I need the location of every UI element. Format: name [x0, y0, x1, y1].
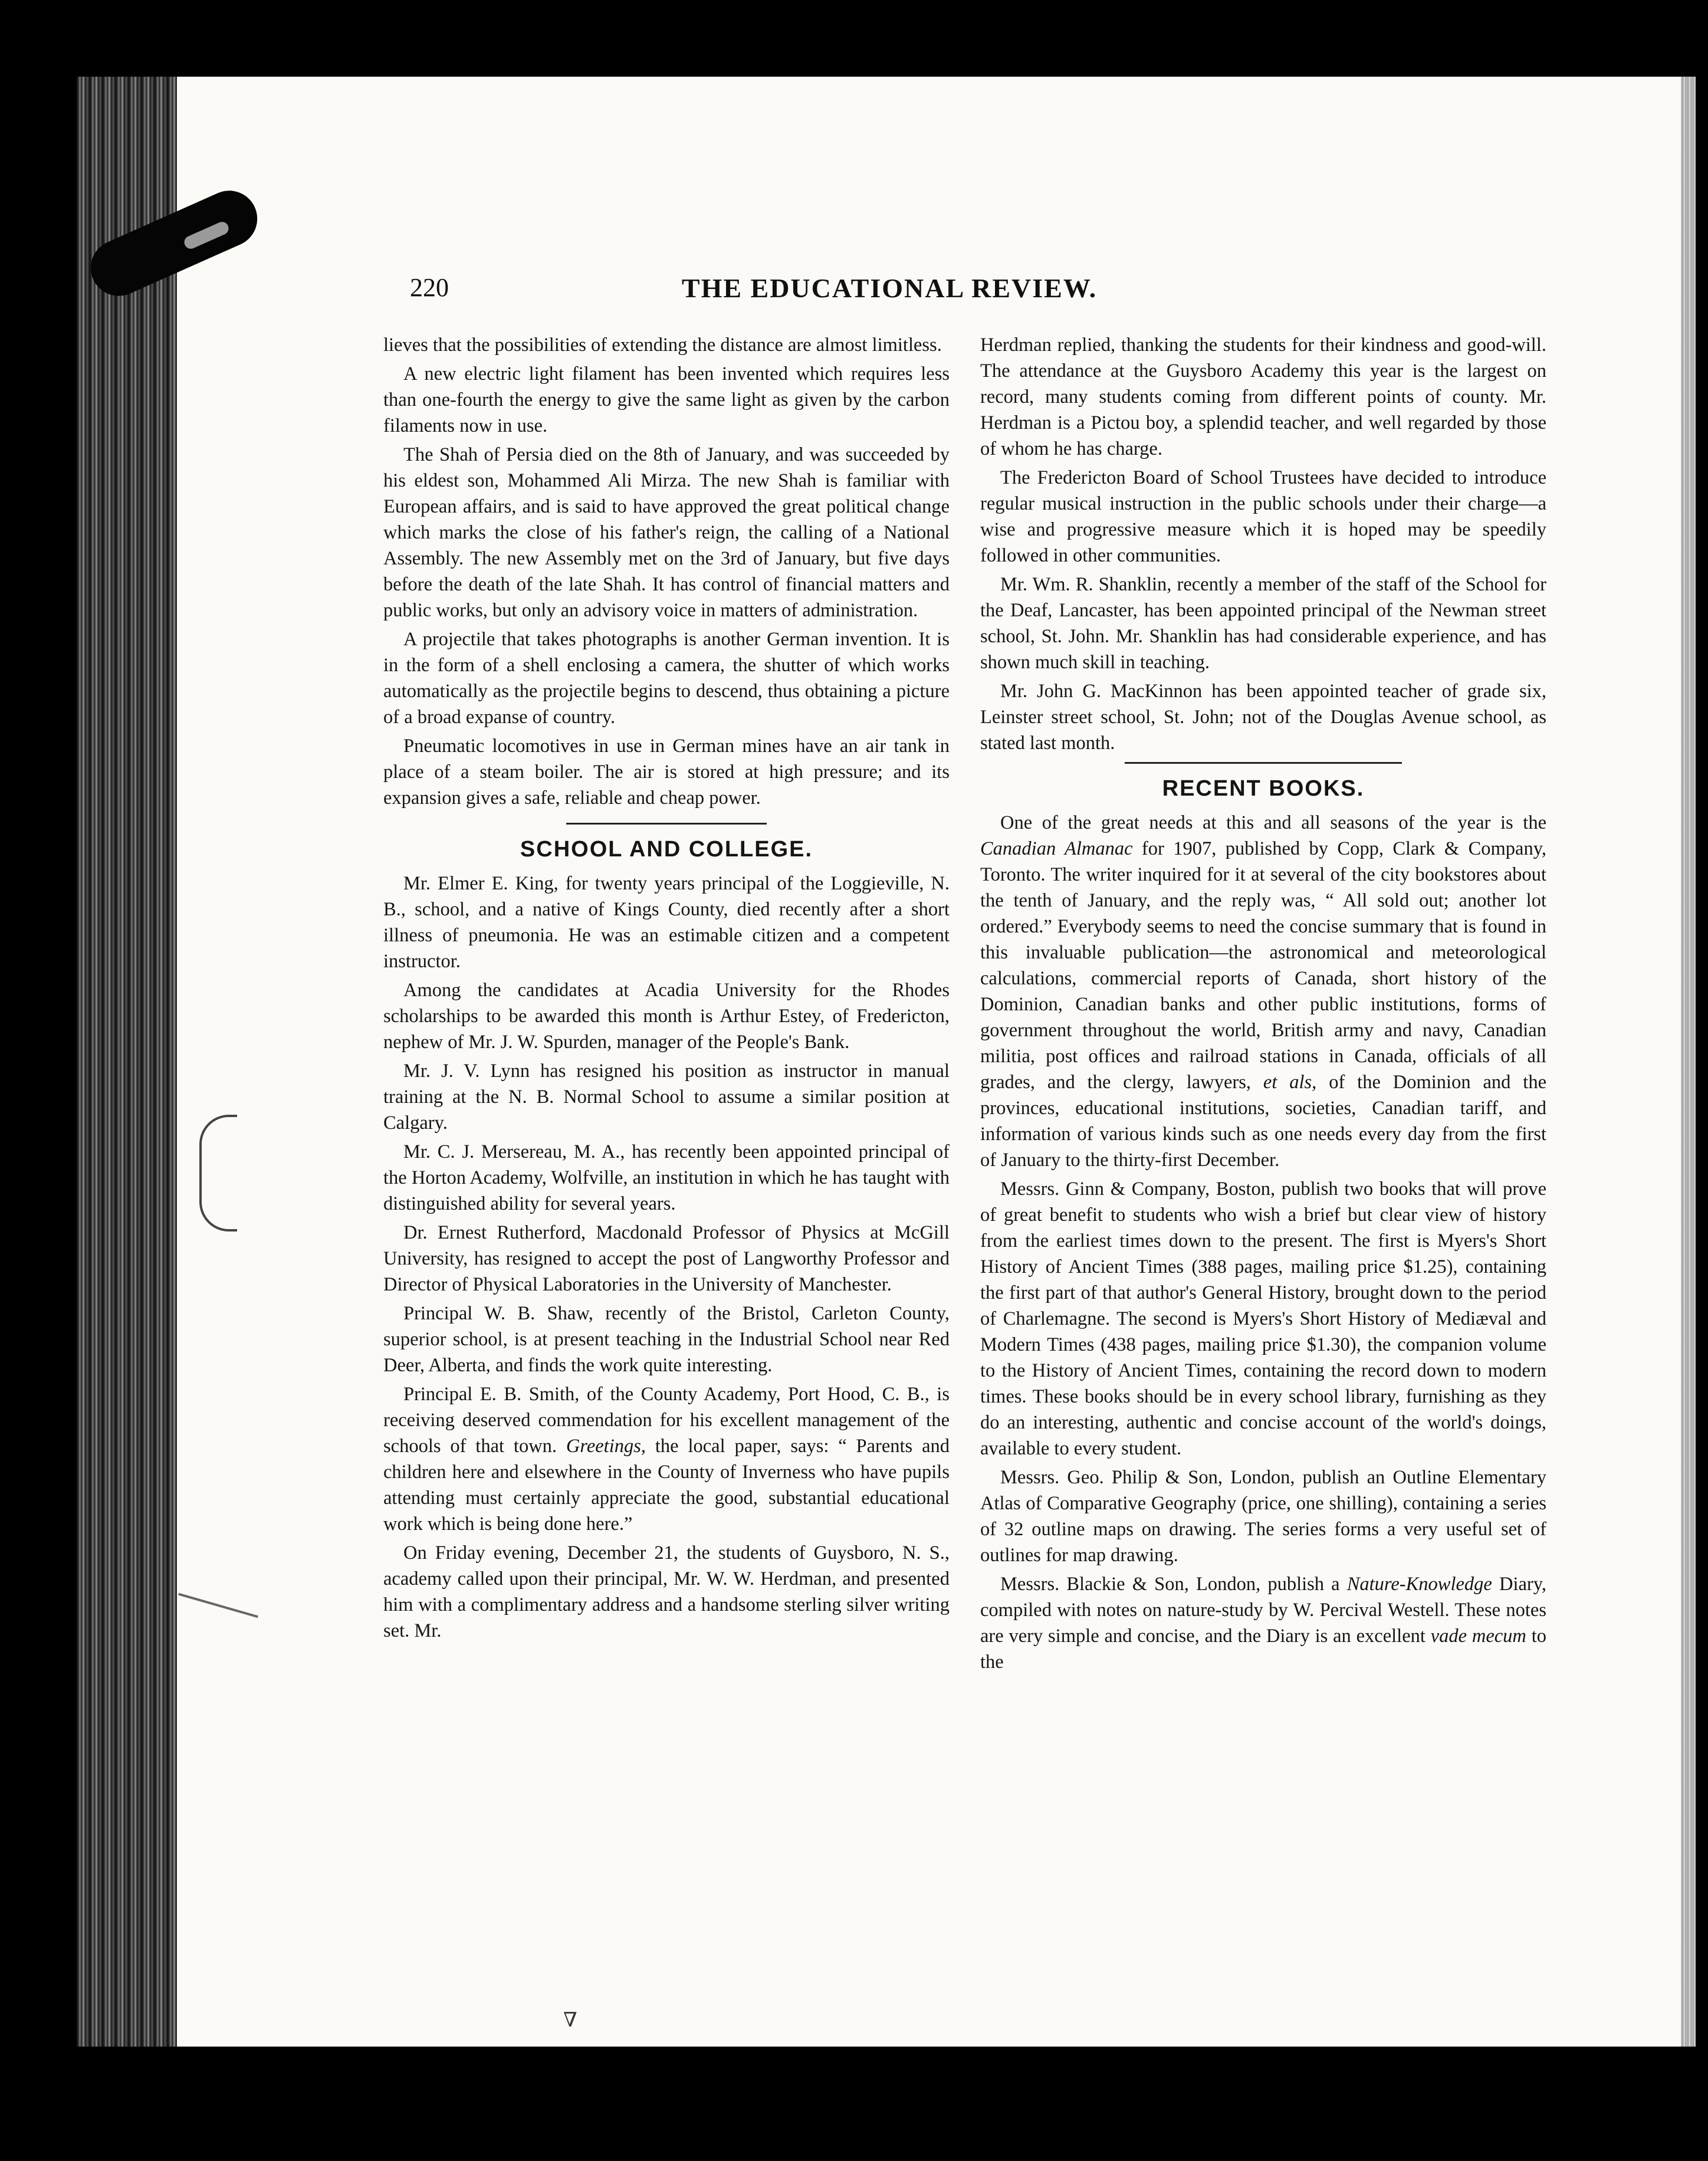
text-run: the local paper, says: “ Parents and children here and elsewhere in the County of Inverness who have pupils attending must certainly appreciate the good, substantial educational work which is being done here.”: [383, 1436, 950, 1535]
paragraph: The Fredericton Board of School Trustees have decided to introduce regular musical instruction in the public schools under their charge—a wise and progressive measure which it is hoped may be speedily followed in other communities.: [980, 467, 1546, 566]
paragraph: On Friday evening, December 21, the students of Guysboro, N. S., academy called upon their principal, Mr. W. W. Herdman, and presented him with a complimentary address and a handsome sterling silver writing set. Mr.: [383, 1542, 950, 1641]
text-run: of the Dominion and the provinces, educational institutions, societies, Canadian tariff, and information of various kinds such as one needs every day from the first of January to the thirty-first December.: [980, 1072, 1546, 1171]
paragraph: The Shah of Persia died on the 8th of January, and was succeeded by his eldest son, Mohammed Ali Mirza. The new Shah is familiar with European affairs, and is said to have approved the great political change which marks the close of his father's reign, the calling of a National Assembly. The new Assembly met on the 3rd of January, but five days before the death of the late Shah. It has control of financial matters and public works, but only an advisory voice in matters of administration.: [383, 444, 950, 621]
italic-text: vade mecum: [1430, 1625, 1526, 1647]
paragraph: Mr. John G. MacKinnon has been appointed teacher of grade six, Leinster street school, St. John; not of the Douglas Avenue school, as stated last month.: [980, 681, 1546, 754]
pencil-bracket-mark: [199, 1115, 237, 1231]
paragraph: A projectile that takes photographs is another German invention. It is in the form of a shell enclosing a camera, the shutter of which works automatically as the projectile begins to descend, thus obtaining a picture of a broad expanse of country.: [383, 629, 950, 728]
section-divider: [1125, 762, 1402, 764]
scan-page-stack-edge: [1681, 77, 1696, 2047]
paragraph: Mr. Elmer E. King, for twenty years principal of the Loggieville, N. B., school, and a native of Kings County, died recently after a short illness of pneumonia. He was an estimable citizen and a competent instructor.: [383, 873, 950, 972]
paragraph: Dr. Ernest Rutherford, Macdonald Professor of Physics at McGill University, has resigned to accept the post of Langworthy Professor and Director of Physical Laboratories in the University of Manchester.: [383, 1222, 950, 1295]
paragraph: Mr. Wm. R. Shanklin, recently a member of the staff of the School for the Deaf, Lancaster, has been appointed principal of the Newman street school, St. John. Mr. Shanklin has had considerable experience, and has shown much skill in teaching.: [980, 574, 1546, 673]
paragraph: Mr. C. J. Mersereau, M. A., has recently been appointed principal of the Horton Academy, Wolfville, an institution in which he has taught with distinguished ability for several years.: [383, 1141, 950, 1214]
paragraph: [383, 1381, 950, 1537]
text-run: to the: [980, 1625, 1546, 1673]
paragraph: [980, 810, 1546, 1173]
scan-book-spine-edge: [77, 77, 177, 2047]
paragraph: Among the candidates at Acadia University for the Rhodes scholarships to be awarded this month is Arthur Estey, of Fredericton, nephew of Mr. J. W. Spurden, manager of the People's Bank.: [383, 980, 950, 1053]
italic-text: Canadian Almanac: [980, 838, 1133, 859]
paragraph: Messrs. Geo. Philip & Son, London, publish an Outline Elementary Atlas of Comparative Geography (price, one shilling), containing a series of 32 outline maps on drawing. The series forms a very useful set of outlines for map drawing.: [980, 1467, 1546, 1566]
paragraph: Principal W. B. Shaw, recently of the Bristol, Carleton County, superior school, is at present teaching in the Industrial School near Red Deer, Alberta, and finds the work quite interesting.: [383, 1303, 950, 1376]
paragraph: Mr. J. V. Lynn has resigned his position as instructor in manual training at the N. B. Normal School to assume a similar position at Calgary.: [383, 1060, 950, 1134]
italic-text: Greetings,: [566, 1436, 646, 1457]
text-run: One of the great needs at this and all seasons of the year is the: [1000, 812, 1546, 833]
italic-text: et als,: [1263, 1072, 1317, 1093]
text-run: Messrs. Blackie & Son, London, publish a: [1000, 1574, 1347, 1595]
section-heading-school-and-college: SCHOOL AND COLLEGE.: [520, 837, 813, 862]
stray-ink-mark: ∇: [563, 2009, 577, 2031]
text-run: for 1907, published by Copp, Clark & Company, Toronto. The writer inquired for it at several of the city bookstores about the tenth of January, and the reply was, “ All sold out; another lot ordered.” Everybody seems to need the concise summary that is found in this invaluable publication—the astronomical and meteorological calculations, commercial reports of Canada, short history of the Dominion, Canadian banks and other public institutions, forms of government throughout the world, British army and navy, Canadian militia, post offices and railroad stations in Canada, officials of all grades, and the clergy, lawyers,: [980, 838, 1546, 1093]
running-title: THE EDUCATIONAL REVIEW.: [681, 273, 1098, 303]
section-divider: [566, 823, 767, 825]
paragraph: Messrs. Ginn & Company, Boston, publish two books that will prove of great benefit to students who wish a brief but clear view of history from the earliest times down to the present. The first is Myers's Short History of Ancient Times (388 pages, mailing price $1.25), containing the first part of that author's General History, brought down to the period of Charlemagne. The second is Myers's Short History of Mediæval and Modern Times (438 pages, mailing price $1.30), the companion volume to the History of Ancient Times, containing the record down to modern times. These books should be in every school library, furnishing as they do an interesting, authentic and concise account of the world's doings, available to every student.: [980, 1178, 1546, 1459]
right-column: [980, 332, 1546, 1678]
paragraph: Pneumatic locomotives in use in German mines have an air tank in place of a steam boiler. The air is stored at high pressure; and its expansion gives a safe, reliable and cheap power.: [383, 735, 950, 809]
paragraph: lieves that the possibilities of extending the distance are almost limitless.: [383, 334, 942, 356]
paragraph: Herdman replied, thanking the students for their kindness and good-will. The attendance at the Guysboro Academy this year is the largest on record, many students coming from different points of county. Mr. Herdman is a Pictou boy, a splendid teacher, and well regarded by those of whom he has charge.: [980, 334, 1546, 459]
section-heading-recent-books: RECENT BOOKS.: [1162, 776, 1365, 801]
paragraph: [980, 1571, 1546, 1675]
text-run: Diary, compiled with notes on nature-study by W. Percival Westell. These notes are very simple and concise, and the Diary is an excellent: [980, 1574, 1546, 1647]
italic-text: Nature-Knowledge: [1346, 1574, 1492, 1595]
paragraph: A new electric light filament has been invented which requires less than one-fourth the energy to give the same light as given by the carbon filaments now in use.: [383, 363, 950, 436]
text-run: Principal E. B. Smith, of the County Academy, Port Hood, C. B., is receiving deserved commendation for his excellent management of the schools of that town.: [383, 1384, 950, 1457]
page-number: 220: [410, 273, 449, 302]
left-column: [383, 332, 950, 1647]
